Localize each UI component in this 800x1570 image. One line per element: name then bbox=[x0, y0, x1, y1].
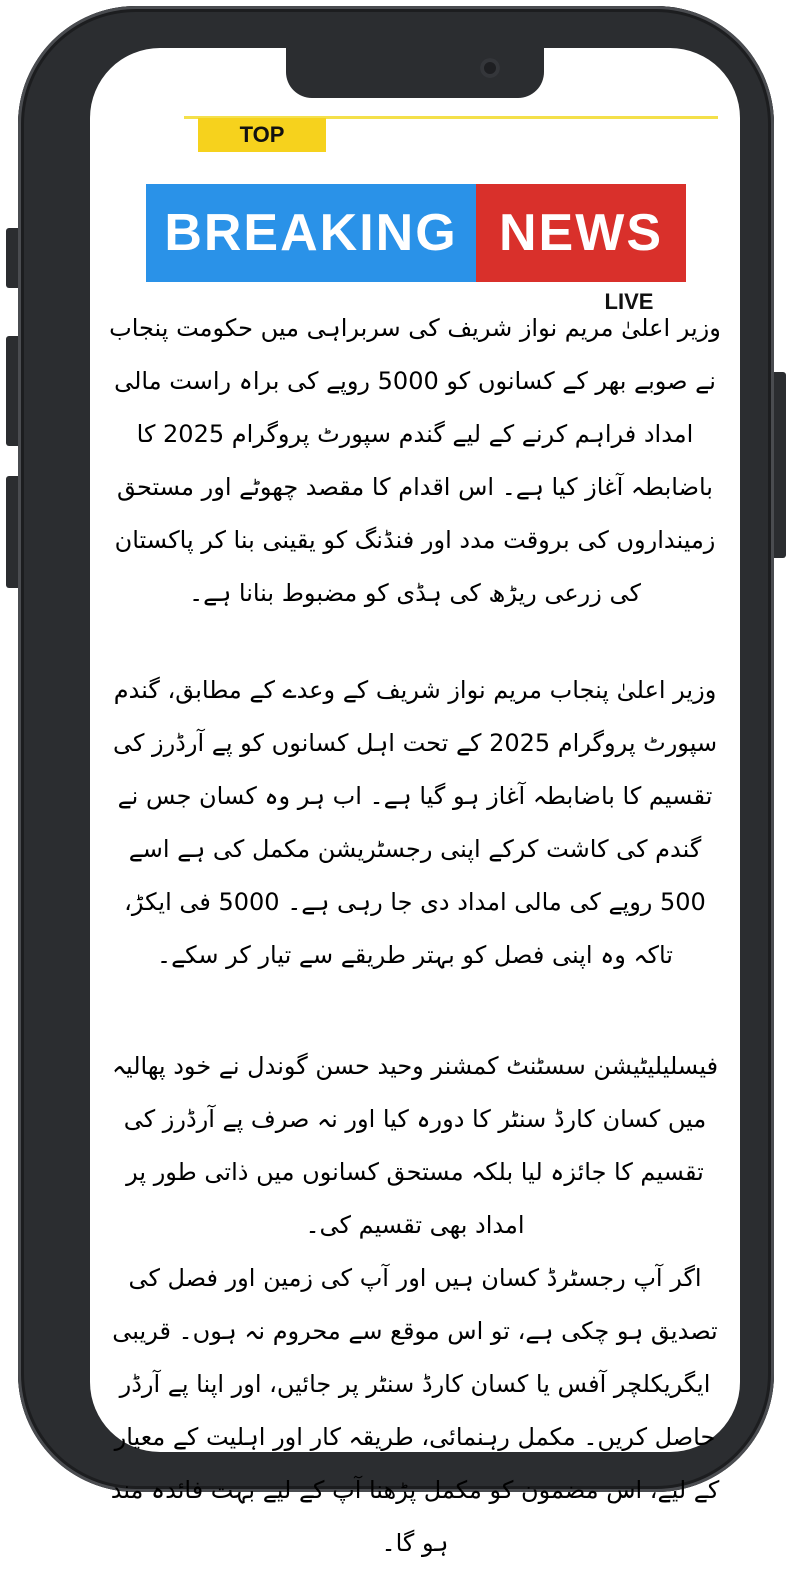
article-paragraph: فیسلیلیٹیشن سسٹنٹ کمشنر وحید حسن گوندل نے خود پھالیہ میں کسان کارڈ سنٹر کا دورہ کیا اور نہ صرف پے آرڈرز کی تقسیم کا جائزہ لیا بلکہ مستحق کسانوں میں ذاتی طور پر امداد بھی تقسیم کی۔ bbox=[111, 1052, 719, 1239]
notch bbox=[286, 48, 544, 98]
article-paragraph: وزیر اعلیٰ مریم نواز شریف کی سربراہی میں حکومت پنجاب نے صوبے بھر کے کسانوں کو 5000 روپے کی براہ راست مالی امداد فراہم کرنے کے لیے گندم سپورٹ پروگرام 2025 کا باضابطہ آغاز کیا ہے۔ اس اقدام کا مقصد چھوٹے اور مستحق زمینداروں کی بروقت مدد اور فنڈنگ کو یقینی بنا کر پاکستان کی زرعی ریڑھ کی ہڈی کو مضبوط بنانا ہے۔ bbox=[109, 314, 721, 607]
logo-breaking: BREAKING bbox=[146, 184, 476, 282]
phone-screen bbox=[90, 48, 740, 1557]
article-body bbox=[90, 302, 740, 1570]
breaking-news-logo bbox=[146, 116, 686, 314]
logo-news: NEWS bbox=[476, 184, 686, 282]
article-paragraph: وزیر اعلیٰ پنجاب مریم نواز شریف کے وعدے کے مطابق، گندم سپورٹ پروگرام 2025 کے تحت اہل کسانوں کو پے آرڈرز کی تقسیم کا باضابطہ آغاز ہو گیا ہے۔ اب ہر وہ کسان جس نے گندم کی کاشت کرکے اپنی رجسٹریشن مکمل کی ہے اسے 500 روپے کی مالی امداد دی جا رہی ہے۔ 5000 فی ایکڑ، تاکہ وہ اپنی فصل کو بہتر طریقے سے تیار کر سکے۔ bbox=[112, 676, 718, 969]
camera-icon bbox=[480, 58, 500, 78]
logo-live: LIVE bbox=[580, 286, 678, 318]
logo-top-badge: TOP bbox=[198, 118, 326, 152]
phone-frame bbox=[18, 6, 774, 1557]
article-paragraph: اگر آپ رجسٹرڈ کسان ہیں اور آپ کی زمین اور فصل کی تصدیق ہو چکی ہے، تو اس موقع سے محروم نہ ہوں۔ قریبی ایگریکلچر آفس یا کسان کارڈ سنٹر پر جائیں، اور اپنا پے آرڈر حاصل کریں۔ مکمل رہنمائی، طریقہ کار اور اہلیت کے معیار کے لیے، اس مضمون کو مکمل پڑھنا آپ کے لیے بہت فائدہ مند ہو گا۔ bbox=[110, 1264, 720, 1557]
